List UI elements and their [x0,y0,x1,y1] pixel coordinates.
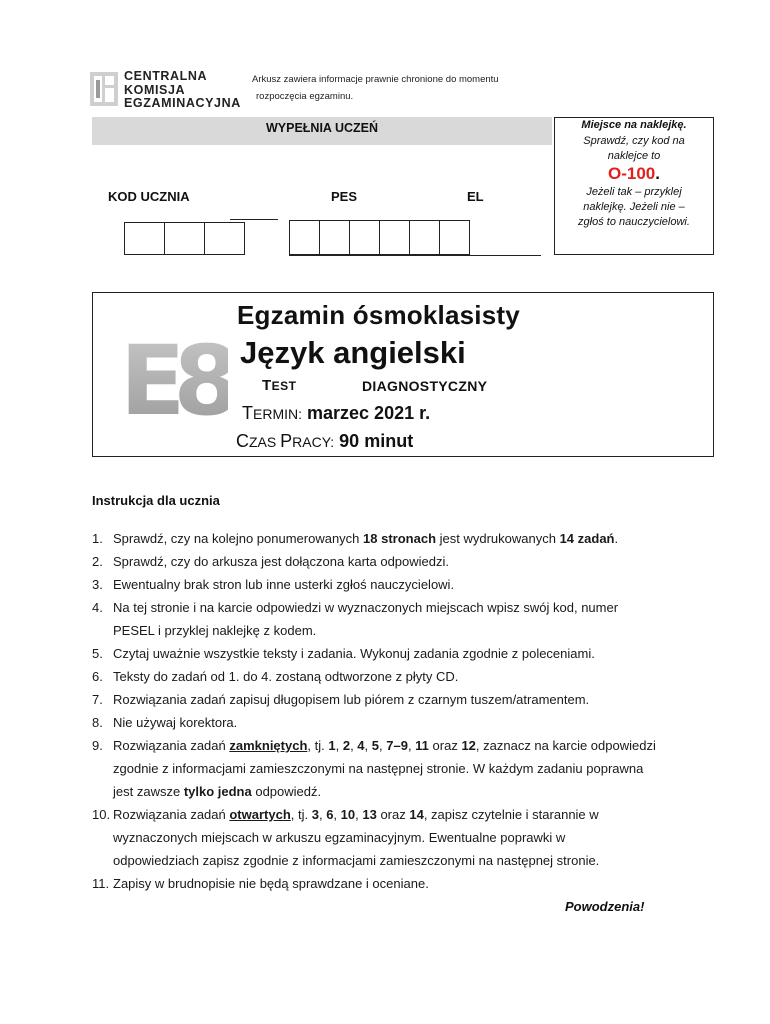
student-code-label: KOD UCZNIA [108,189,190,204]
item-text: Sprawdź, czy na kolejno ponumerowanych [113,531,364,546]
sticker-line: Sprawdź, czy kod na [583,135,685,147]
student-code-dash [230,219,278,220]
sticker-heading: Miejsce na naklejkę. [581,119,687,131]
task-number: 10 [340,807,356,822]
item-text: jest zawsze [113,784,184,799]
item-text: . [614,531,619,546]
item-text: PESEL i przyklej naklejkę z kodem. [113,623,317,638]
institution-line: KOMISJA [124,82,186,97]
termin-value: marzec 2021 r. [307,403,431,423]
separator: , [407,738,416,753]
task-number: 1 [328,738,336,753]
cke-logo-icon [90,72,118,106]
list-item [92,596,722,642]
separator: oraz [428,738,462,753]
sticker-line: Jeżeli tak – przyklej [586,186,682,198]
item-text: Ewentualny brak stron lub inne usterki zgłoś nauczycielowi. [113,577,455,592]
exam-subject: Język angielski [240,335,466,370]
list-item [92,527,722,550]
separator: , [364,738,372,753]
e8-logo-text: E8 [120,338,228,418]
item-emphasis: otwartych [229,807,291,822]
item-number: 7. [92,692,103,707]
czas-rest: ZAS [249,434,281,450]
institution-name [124,70,241,111]
separator: , [318,807,327,822]
list-item [92,803,722,872]
sticker-line: zgłoś to nauczycielowi. [578,216,690,228]
pesel-label-tail: EL [467,189,484,204]
exam-title: Egzamin ósmoklasisty [237,300,520,330]
sticker-instruction-2 [554,185,714,230]
item-text: odpowiedź. [251,784,322,799]
instructions-list [92,527,722,895]
item-number: 3. [92,577,103,592]
pesel-digit-box[interactable] [379,220,410,255]
notice-line: rozpoczęcia egzaminu. [256,91,354,102]
pesel-digit-box[interactable] [319,220,350,255]
sticker-code-period: . [655,164,660,183]
list-item [92,573,722,596]
list-item [92,665,722,688]
czas-cap: P [280,431,293,451]
task-number: 2 [342,738,351,753]
list-item [92,872,722,895]
separator: , [379,738,387,753]
item-text: Na tej stronie i na karcie odpowiedzi w wyznaczonych miejscach wpisz swój kod, numer [113,600,619,615]
czas-value: 90 minut [339,431,414,451]
code-digit-box[interactable] [124,222,165,255]
task-number: 5 [371,738,379,753]
student-section-title: WYPEŁNIA UCZEŃ [265,121,379,135]
institution-line: CENTRALNA [124,69,208,83]
item-number: 2. [92,554,103,569]
item-text: Rozwiązania zadań [113,807,230,822]
item-number: 8. [92,715,103,730]
item-number: 9. [92,738,103,753]
list-item [92,734,722,803]
item-number: 4. [92,600,103,615]
item-text: , tj. [307,738,329,753]
list-item [92,711,722,734]
test-rest: EST [271,379,297,393]
notice-line: Arkusz zawiera informacje prawnie chronione do momentu [252,74,499,85]
item-text: Rozwiązania zadań zapisuj długopisem lub piórem z czarnym tuszem/atramentem. [113,692,590,707]
sticker-line: naklejce to [607,150,661,162]
separator: , [333,807,341,822]
item-text: Zapisy w brudnopisie nie będą sprawdzane i oceniane. [113,876,429,891]
confidentiality-notice [252,71,499,105]
pesel-underline [289,255,541,256]
test-label [262,377,297,394]
item-emphasis: 14 zadań [559,531,615,546]
item-text: Czytaj uważnie wszystkie teksty i zadania. Wykonuj zadania zgodnie z poleceniami. [113,646,595,661]
exam-duration [236,431,413,452]
task-number: 7–9 [386,738,408,753]
task-number: 14 [409,807,424,822]
exam-date [242,403,430,424]
list-item [92,642,722,665]
pesel-digit-box[interactable] [349,220,380,255]
item-text: Teksty do zadań od 1. do 4. zostaną odtworzone z płyty CD. [113,669,459,684]
separator: , [350,738,358,753]
test-cap: T [262,377,272,394]
separator: , [335,738,343,753]
task-number: 6 [326,807,334,822]
item-number: 10. [92,807,111,822]
item-text: zgodnie z informacjami zamieszczonymi na następnej stronie. W każdym zadaniu poprawna [113,761,644,776]
pesel-boxes[interactable] [289,220,469,255]
item-text: odpowiedziach zapisz zgodnie z informacjami zamieszczonymi na następnej stronie. [113,853,600,868]
test-type: DIAGNOSTYCZNY [362,378,488,394]
student-code-boxes[interactable] [124,222,244,255]
code-digit-box[interactable] [204,222,245,255]
item-text: jest wydrukowanych [436,531,560,546]
termin-rest: ERMIN: [253,406,302,422]
item-text: wyznaczonych miejscach w arkuszu egzaminacyjnym. Ewentualne poprawki w [113,830,566,845]
termin-cap: T [242,403,253,423]
sticker-code [554,164,714,184]
item-emphasis: tylko jedna [183,784,252,799]
task-number: 4 [357,738,365,753]
list-item [92,550,722,573]
item-number: 11. [92,876,110,891]
task-number: 11 [415,738,429,753]
list-item [92,688,722,711]
separator: oraz [376,807,410,822]
sticker-line: naklejkę. Jeżeli nie – [583,201,685,213]
item-text: Nie używaj korektora. [113,715,238,730]
pesel-digit-box[interactable] [439,220,470,255]
item-emphasis: zamkniętych [229,738,308,753]
e8-logo [120,338,228,418]
institution-line: EGZAMINACYJNA [124,96,241,110]
czas-cap: C [236,431,249,451]
instructions-title: Instrukcja dla ucznia [92,493,220,508]
task-number: 13 [362,807,377,822]
closing-wish: Powodzenia! [565,899,645,914]
code-digit-box[interactable] [164,222,205,255]
item-number: 1. [92,531,103,546]
item-number: 6. [92,669,103,684]
item-number: 5. [92,646,103,661]
item-text: , tj. [290,807,312,822]
item-text: , zapisz czytelnie i starannie w [423,807,599,822]
item-text: Rozwiązania zadań [113,738,230,753]
task-number: 12 [461,738,476,753]
item-text: Sprawdź, czy do arkusza jest dołączona karta odpowiedzi. [113,554,450,569]
separator: , [355,807,363,822]
item-text: , zaznacz na karcie odpowiedzi [475,738,656,753]
pesel-digit-box[interactable] [409,220,440,255]
item-emphasis: 18 stronach [363,531,437,546]
czas-rest: RACY: [292,434,335,450]
pesel-digit-box[interactable] [289,220,320,255]
pesel-label: PES [331,189,358,204]
sticker-code-value: O-100 [608,164,656,183]
sticker-instruction [554,134,714,164]
task-number: 3 [311,807,319,822]
